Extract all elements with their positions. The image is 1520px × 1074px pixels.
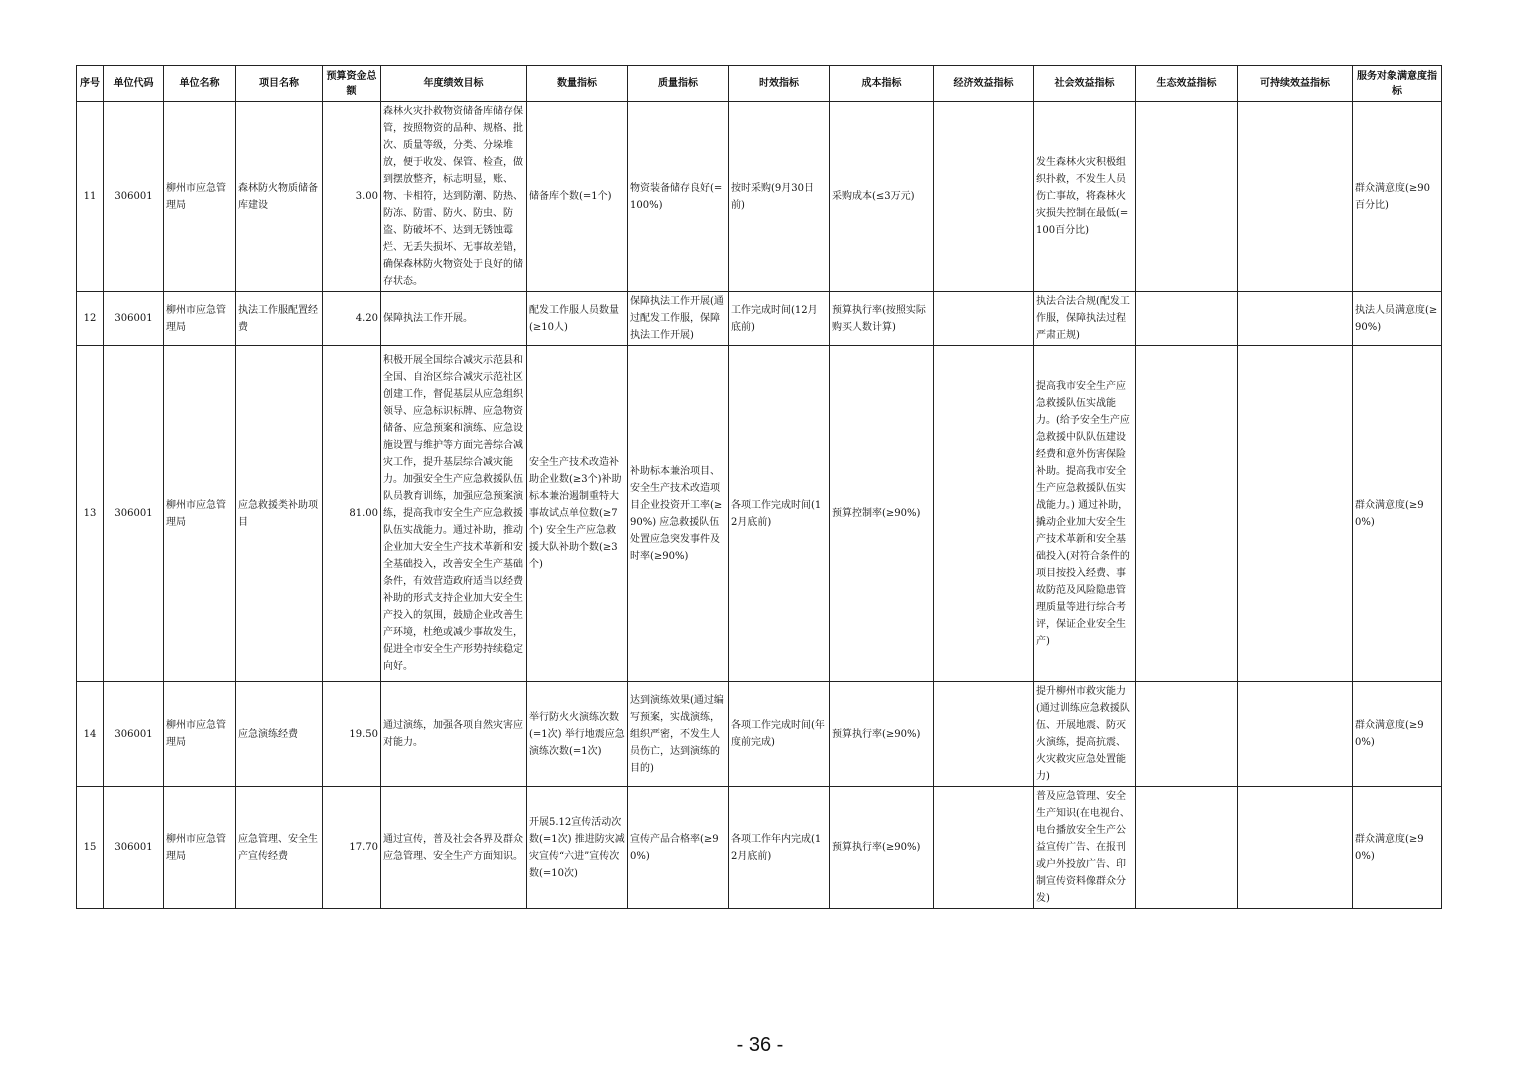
cell-unit-code: 306001 (104, 682, 164, 787)
cell-budget: 3.00 (323, 102, 381, 292)
cell-unit-code: 306001 (104, 292, 164, 346)
cell-sustainable (1238, 682, 1353, 787)
cell-ecological (1136, 292, 1238, 346)
col-header-budget: 预算资金总额 (323, 66, 381, 102)
cell-sustainable (1238, 102, 1353, 292)
col-header-social: 社会效益指标 (1034, 66, 1136, 102)
cell-social: 发生森林火灾积极组织扑救，不发生人员伤亡事故，将森林火灾损失控制在最低(=100百分比) (1034, 102, 1136, 292)
cell-satisfaction: 群众满意度(≥90%) (1353, 787, 1442, 909)
cell-quality: 补助标本兼治项目、安全生产技术改造项目企业投资开工率(≥90%) 应急救援队伍处置应急突发事件及时率(≥90%) (628, 346, 729, 682)
cell-unit-name: 柳州市应急管理局 (164, 682, 236, 787)
cell-cost: 预算执行率(按照实际购买人数计算) (830, 292, 934, 346)
cell-social: 提升柳州市救灾能力(通过训练应急救援队伍、开展地震、防灭火演练，提高抗震、火灾救灾应急处置能力) (1034, 682, 1136, 787)
cell-budget: 19.50 (323, 682, 381, 787)
cell-satisfaction: 群众满意度(≥90%) (1353, 682, 1442, 787)
table-row (77, 346, 1442, 682)
table-row (77, 682, 1442, 787)
cell-unit-name: 柳州市应急管理局 (164, 292, 236, 346)
cell-quality: 达到演练效果(通过编写预案，实战演练，组织严密，不发生人员伤亡，达到演练的目的) (628, 682, 729, 787)
cell-unit-name: 柳州市应急管理局 (164, 102, 236, 292)
col-header-unit-name: 单位名称 (164, 66, 236, 102)
table-row (77, 102, 1442, 292)
cell-annual-goal: 保障执法工作开展。 (381, 292, 527, 346)
cell-timeliness: 按时采购(9月30日前) (729, 102, 830, 292)
cell-cost: 预算执行率(≥90%) (830, 787, 934, 909)
cell-social: 普及应急管理、安全生产知识(在电视台、电台播放安全生产公益宣传广告、在报刊或户外投放广告、印制宣传资料像群众分发) (1034, 787, 1136, 909)
cell-seq: 11 (77, 102, 104, 292)
performance-table (76, 65, 1442, 909)
cell-seq: 13 (77, 346, 104, 682)
col-header-project-name: 项目名称 (236, 66, 323, 102)
table-row (77, 292, 1442, 346)
cell-quantity: 安全生产技术改造补助企业数(≥3个)补助标本兼治遏制重特大事故试点单位数(≥7个) 安全生产应急救援大队补助个数(≥3个) (527, 346, 628, 682)
cell-ecological (1136, 682, 1238, 787)
cell-timeliness: 各项工作年内完成(12月底前) (729, 787, 830, 909)
cell-budget: 17.70 (323, 787, 381, 909)
cell-seq: 14 (77, 682, 104, 787)
cell-cost: 预算控制率(≥90%) (830, 346, 934, 682)
cell-seq: 15 (77, 787, 104, 909)
cell-seq: 12 (77, 292, 104, 346)
col-header-ecological: 生态效益指标 (1136, 66, 1238, 102)
col-header-satisfaction: 服务对象满意度指标 (1353, 66, 1442, 102)
cell-unit-code: 306001 (104, 346, 164, 682)
cell-economic (934, 787, 1034, 909)
header-row (77, 66, 1442, 102)
cell-timeliness: 各项工作完成时间(12月底前) (729, 346, 830, 682)
cell-economic (934, 346, 1034, 682)
cell-annual-goal: 森林火灾扑救物资储备库储存保管，按照物资的品种、规格、批次、质量等级，分类、分垛堆放，便于收发、保管、检查，做到摆放整齐，标志明显，账、物、卡相符，达到防潮、防热、防冻、防雷、防火、防虫、防盗、防破坏不、达到无锈蚀霉烂、无丢失损坏、无事故差错，确保森林防火物资处于良好的储存状态。 (381, 102, 527, 292)
cell-project-name: 执法工作服配置经费 (236, 292, 323, 346)
cell-sustainable (1238, 787, 1353, 909)
cell-timeliness: 工作完成时间(12月底前) (729, 292, 830, 346)
cell-annual-goal: 通过宣传，普及社会各界及群众应急管理、安全生产方面知识。 (381, 787, 527, 909)
cell-quantity: 举行防火火演练次数(=1次) 举行地震应急演练次数(=1次) (527, 682, 628, 787)
cell-project-name: 森林防火物质储备库建设 (236, 102, 323, 292)
col-header-seq: 序号 (77, 66, 104, 102)
cell-cost: 采购成本(≤3万元) (830, 102, 934, 292)
col-header-quality: 质量指标 (628, 66, 729, 102)
cell-project-name: 应急管理、安全生产宣传经费 (236, 787, 323, 909)
cell-unit-code: 306001 (104, 102, 164, 292)
cell-social: 执法合法合规(配发工作服，保障执法过程严肃正规) (1034, 292, 1136, 346)
cell-unit-name: 柳州市应急管理局 (164, 346, 236, 682)
col-header-economic: 经济效益指标 (934, 66, 1034, 102)
cell-timeliness: 各项工作完成时间(年度前完成) (729, 682, 830, 787)
cell-project-name: 应急救援类补助项目 (236, 346, 323, 682)
cell-ecological (1136, 346, 1238, 682)
page-number: - 36 - (736, 1034, 784, 1056)
cell-unit-name: 柳州市应急管理局 (164, 787, 236, 909)
cell-quantity: 开展5.12宣传活动次数(=1次) 推进防灾减灾宣传“六进”宣传次数(=10次) (527, 787, 628, 909)
cell-ecological (1136, 102, 1238, 292)
cell-ecological (1136, 787, 1238, 909)
cell-quality: 物资装备储存良好(=100%) (628, 102, 729, 292)
cell-sustainable (1238, 292, 1353, 346)
col-header-annual-goal: 年度绩效目标 (381, 66, 527, 102)
cell-economic (934, 682, 1034, 787)
cell-quality: 保障执法工作开展(通过配发工作服，保障执法工作开展) (628, 292, 729, 346)
cell-quantity: 储备库个数(=1个) (527, 102, 628, 292)
cell-economic (934, 292, 1034, 346)
col-header-quantity: 数量指标 (527, 66, 628, 102)
col-header-cost: 成本指标 (830, 66, 934, 102)
cell-economic (934, 102, 1034, 292)
cell-satisfaction: 执法人员满意度(≥90%) (1353, 292, 1442, 346)
col-header-sustainable: 可持续效益指标 (1238, 66, 1353, 102)
cell-budget: 81.00 (323, 346, 381, 682)
cell-unit-code: 306001 (104, 787, 164, 909)
col-header-unit-code: 单位代码 (104, 66, 164, 102)
cell-annual-goal: 通过演练，加强各项自然灾害应对能力。 (381, 682, 527, 787)
cell-quality: 宣传产品合格率(≥90%) (628, 787, 729, 909)
cell-quantity: 配发工作服人员数量(≥10人) (527, 292, 628, 346)
col-header-timeliness: 时效指标 (729, 66, 830, 102)
cell-annual-goal: 积极开展全国综合减灾示范县和全国、自治区综合减灾示范社区创建工作，督促基层从应急组织领导、应急标识标牌、应急物资储备、应急预案和演练、应急设施设置与维护等方面完善综合减灾工作，提升基层综合减灾能力。加强安全生产应急救援队伍队员教育训练，加强应急预案演练，提高我市安全生产应急救援队伍实战能力。通过补助，推动企业加大安全生产技术革新和安全基础投入，改善安全生产基础条件，有效营造政府适当以经费补助的形式支持企业加大安全生产投入的氛围，鼓励企业改善生产环境，杜绝或减少事故发生，促进全市安全生产形势持续稳定向好。 (381, 346, 527, 682)
cell-social: 提高我市安全生产应急救援队伍实战能力。(给予安全生产应急救援中队队伍建设经费和意外伤害保险补助。提高我市安全生产应急救援队伍实战能力。) 通过补助，撬动企业加大安全生产技术革新和安全基础投入(对符合条件的项目按投入经费、事故防范及风险隐患管理质量等进行综合考评，保证企业安全生产) (1034, 346, 1136, 682)
cell-budget: 4.20 (323, 292, 381, 346)
cell-satisfaction: 群众满意度(≥90百分比) (1353, 102, 1442, 292)
cell-satisfaction: 群众满意度(≥90%) (1353, 346, 1442, 682)
cell-sustainable (1238, 346, 1353, 682)
cell-project-name: 应急演练经费 (236, 682, 323, 787)
table-row (77, 787, 1442, 909)
cell-cost: 预算执行率(≥90%) (830, 682, 934, 787)
